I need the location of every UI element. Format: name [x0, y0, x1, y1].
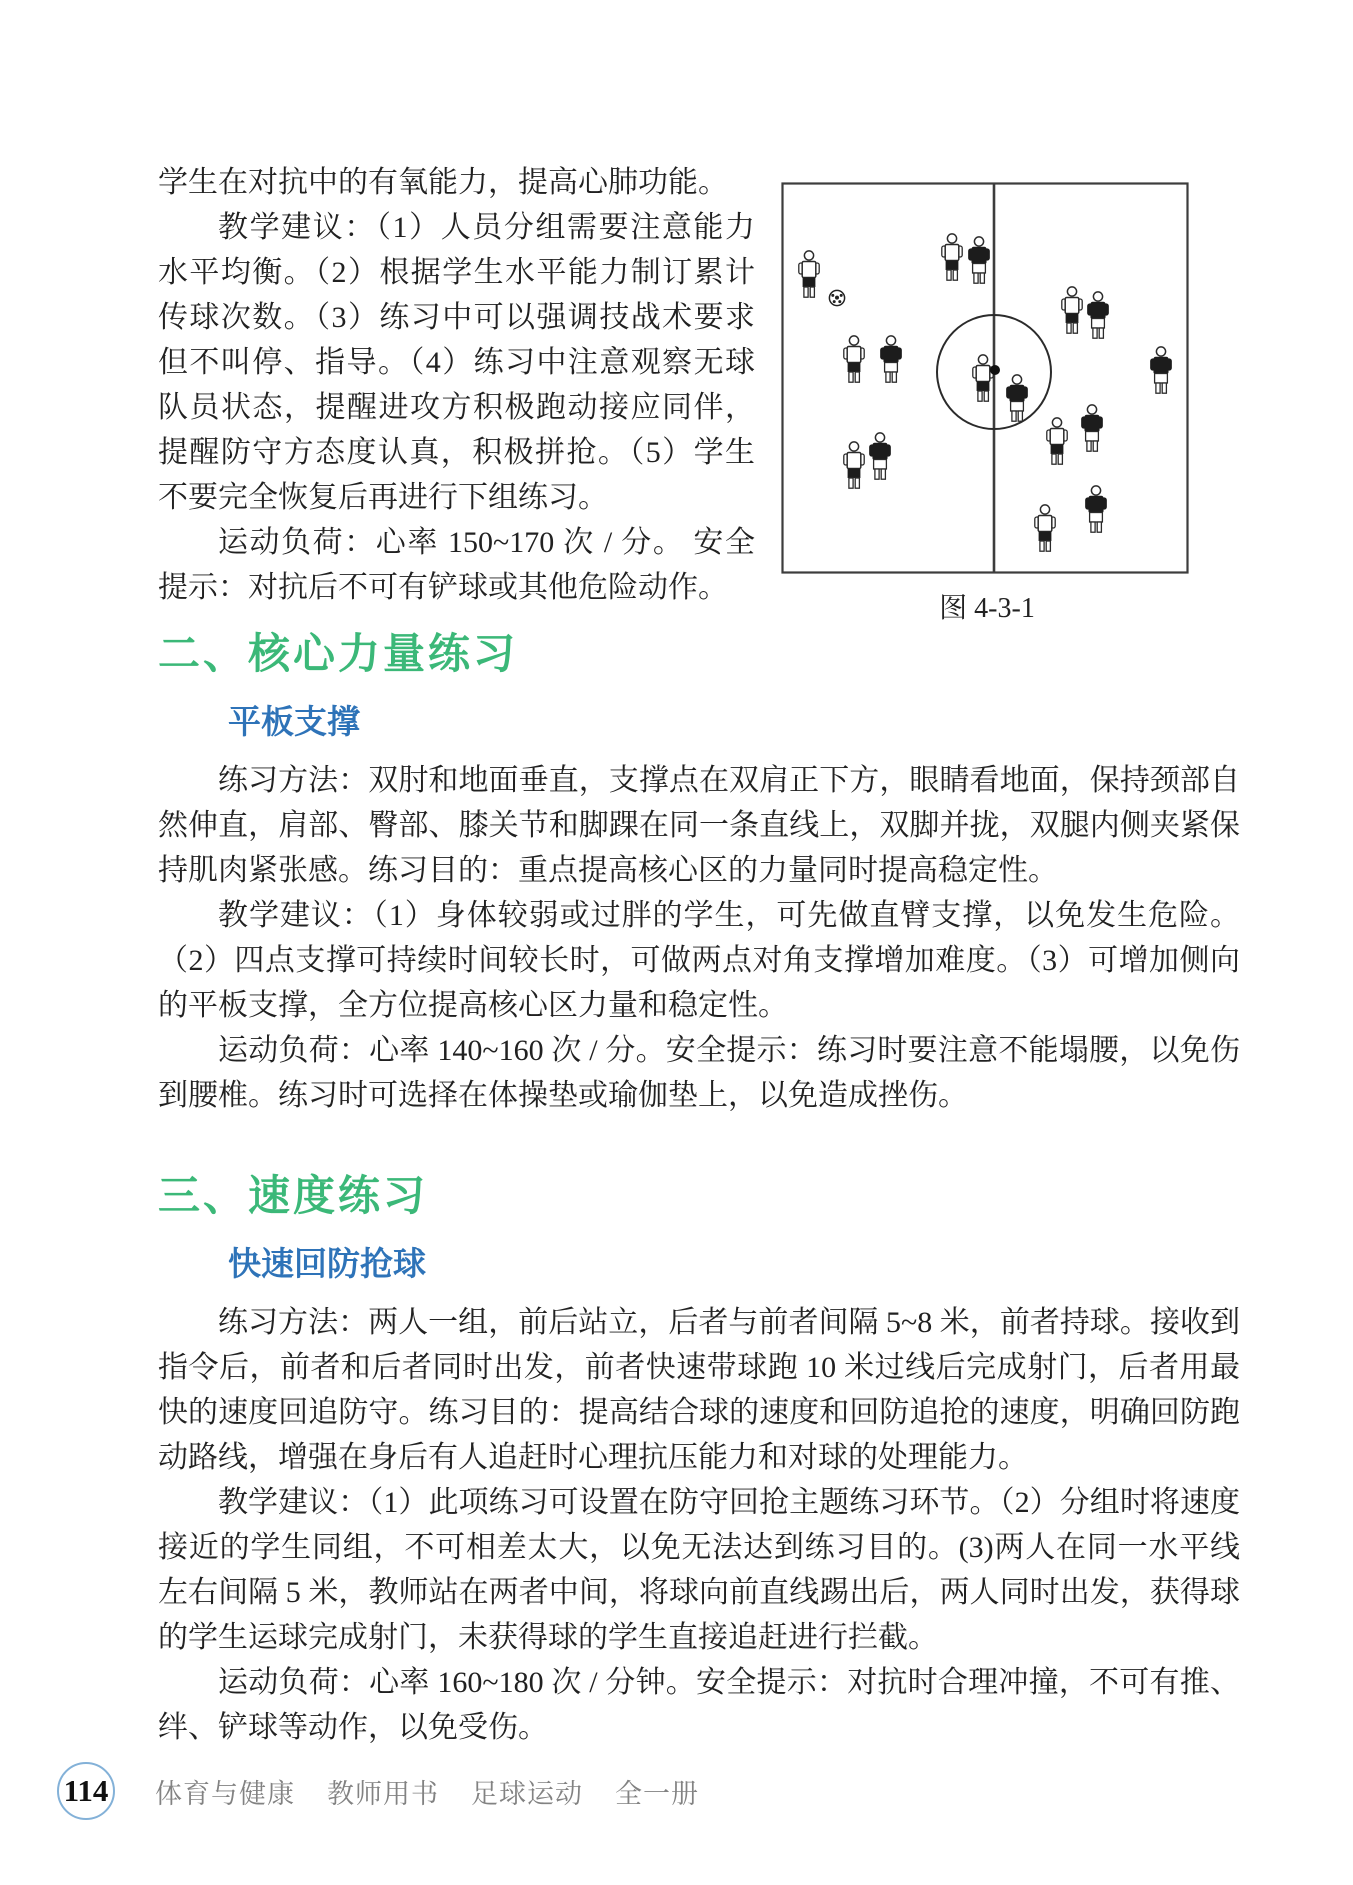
chase-load-safety: 运动负荷：心率 160~180 次 / 分钟。安全提示：对抗时合理冲撞，不可有推、绊、铲球等动作，以免受伤。 — [158, 1665, 1240, 1744]
chase-method-purpose: 练习方法：两人一组，前后站立，后者与前者间隔 5~8 米，前者持球。接收到指令后，前者和后者同时出发，前者快速带球跑 10 米过线后完成射门，后者用最快的速度回追防守。练习目的：提高结合球的速度和回防追抢的速度，明确回防跑动路线，增强在身后有人追赶时心理抗压能力和对球的处理能力。 — [158, 1305, 1240, 1474]
center-ball-dot — [990, 365, 1000, 375]
intro-paragraph-continuation: 学生在对抗中的有氧能力，提高心肺功能。 — [158, 166, 728, 199]
page-number-badge — [57, 1762, 115, 1820]
footer-item: 教师用书 — [327, 1778, 439, 1809]
page-footer — [57, 1762, 699, 1820]
footer-item: 足球运动 — [471, 1778, 583, 1809]
figure-4-3-1 — [781, 182, 1193, 626]
intro-load-safety: 运动负荷：心率 150~170 次 / 分。 安全提示：对抗后不可有铲球或其他危险动作。 — [158, 526, 755, 604]
footer-book-title — [155, 1772, 699, 1811]
subsection-heading-plank: 平板支撑 — [228, 705, 360, 742]
plank-load-safety: 运动负荷：心率 140~160 次 / 分。安全提示：练习时要注意不能塌腰，以免伤到腰椎。练习时可选择在体操垫或瑜伽垫上，以免造成挫伤。 — [158, 1033, 1240, 1112]
subsection-heading-chase-ball: 快速回防抢球 — [228, 1247, 426, 1284]
footer-item: 体育与健康 — [155, 1778, 295, 1809]
intro-teaching-suggestions: 教学建议：（1）人员分组需要注意能力水平均衡。（2）根据学生水平能力制订累计传球次数。（3）练习中可以强调技战术要求但不叫停、指导。（4）练习中注意观察无球队员状态，提醒进攻方积极跑动接应同伴，提醒防守方态度认真，积极拼抢。（5）学生不要完全恢复后再进行下组练习。 — [158, 211, 755, 514]
soccer-ball-icon — [829, 290, 844, 305]
plank-teaching-suggestions: 教学建议：（1）身体较弱或过胖的学生，可先做直臂支撑，以免发生危险。（2）四点支撑可持续时间较长时，可做两点对角支撑增加难度。（3）可增加侧向的平板支撑，全方位提高核心区力量和稳定性。 — [158, 898, 1240, 1022]
footer-item: 全一册 — [615, 1778, 699, 1809]
figure-caption: 图 4-3-1 — [939, 593, 1035, 624]
soccer-field-diagram — [781, 182, 1189, 574]
plank-method-purpose: 练习方法：双肘和地面垂直，支撑点在双肩正下方，眼睛看地面，保持颈部自然伸直，肩部、臀部、膝关节和脚踝在同一条直线上，双脚并拢，双腿内侧夹紧保持肌肉紧张感。练习目的：重点提高核心区的力量同时提高稳定性。 — [158, 763, 1240, 887]
page-number: 114 — [63, 1773, 109, 1808]
chase-teaching-suggestions: 教学建议：（1）此项练习可设置在防守回抢主题练习环节。（2）分组时将速度接近的学生同组，不可相差太大，以免无法达到练习目的。(3)两人在同一水平线左右间隔 5 米，教师站在两者中间，将球向前直线踢出后，两人同时出发，获得球的学生运球完成射门，未获得球的学生直接追赶进行拦截。 — [158, 1485, 1240, 1654]
section-heading-speed: 三、速度练习 — [158, 1171, 429, 1219]
page-content — [158, 160, 1240, 1750]
section-heading-core-strength: 二、核心力量练习 — [158, 630, 519, 677]
